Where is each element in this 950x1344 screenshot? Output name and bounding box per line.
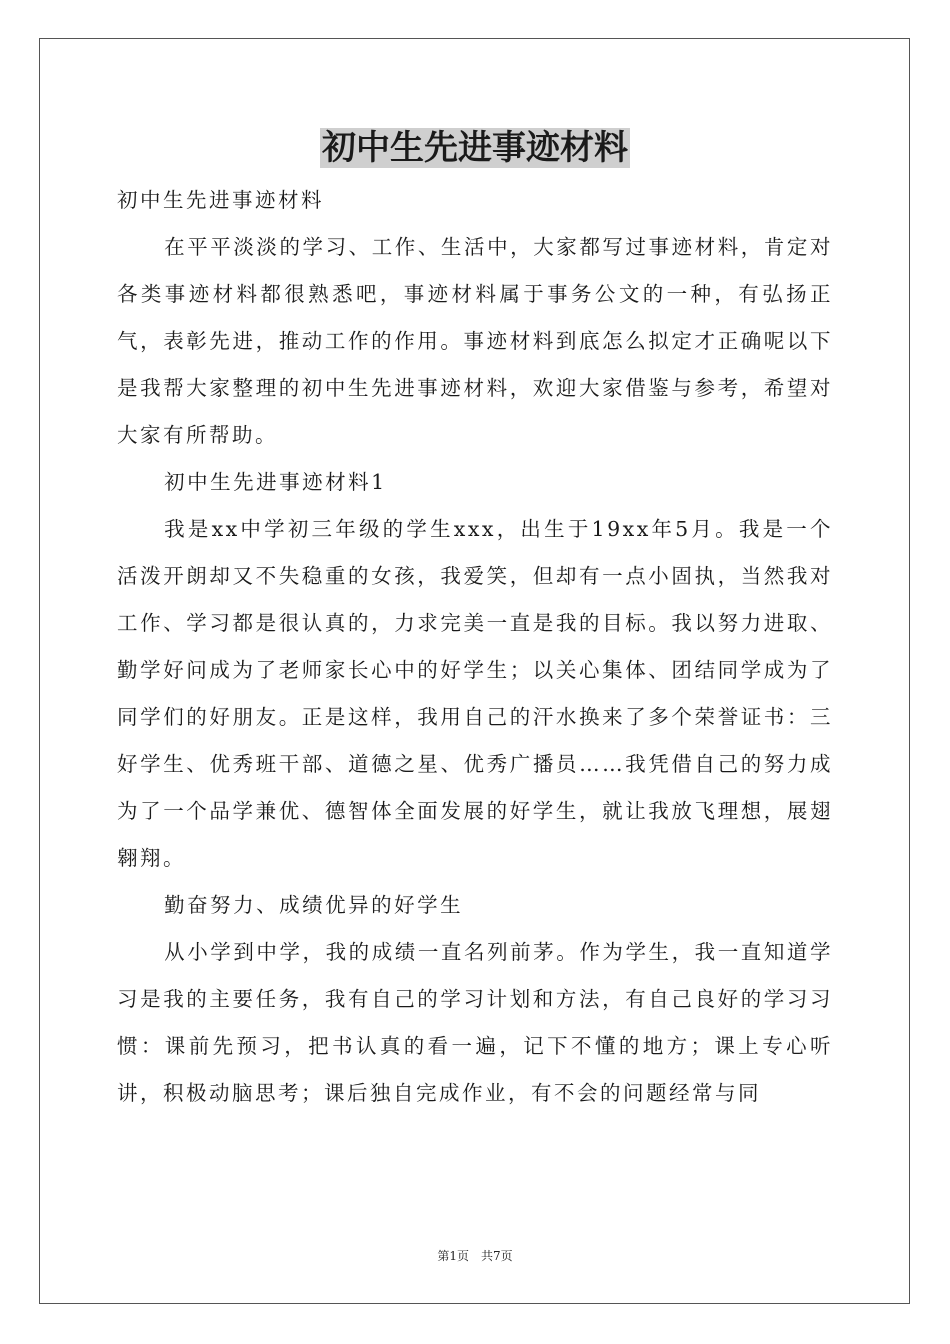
intro-paragraph: 在平平淡淡的学习、工作、生活中，大家都写过事迹材料，肯定对各类事迹材料都很熟悉吧，事迹材料属于事务公文的一种，有弘扬正气，表彰先进，推动工作的作用。事迹材料到底怎么拟定才正确呢以下是我帮大家整理的初中生先进事迹材料，欢迎大家借鉴与参考，希望对大家有所帮助。 bbox=[117, 235, 833, 447]
document-title-text: 初中生先进事迹材料 bbox=[322, 128, 628, 168]
document-body bbox=[117, 177, 833, 1117]
document-title bbox=[0, 124, 950, 172]
subtitle-paragraph: 初中生先进事迹材料 bbox=[117, 188, 324, 212]
body-paragraph: 我是xx中学初三年级的学生xxx，出生于19xx年5月。我是一个活泼开朗却又不失稳重的女孩，我爱笑，但却有一点小固执，当然我对工作、学习都是很认真的，力求完美一直是我的目标。我以努力进取、勤学好问成为了老师家长心中的好学生；以关心集体、团结同学成为了同学们的好朋友。正是这样，我用自己的汗水换来了多个荣誉证书：三好学生、优秀班干部、道德之星、优秀广播员……我凭借自己的努力成为了一个品学兼优、德智体全面发展的好学生，就让我放飞理想，展翅翱翔。 bbox=[117, 517, 833, 870]
body-paragraph: 从小学到中学，我的成绩一直名列前茅。作为学生，我一直知道学习是我的主要任务，我有自己的学习计划和方法，有自己良好的学习习惯：课前先预习，把书认真的看一遍，记下不懂的地方；课上专心听讲，积极动脑思考；课后独自完成作业，有不会的问题经常与同 bbox=[117, 940, 833, 1105]
page-total: 共7页 bbox=[481, 1249, 513, 1263]
section-heading: 初中生先进事迹材料1 bbox=[164, 470, 387, 494]
section-heading: 勤奋努力、成绩优异的好学生 bbox=[164, 893, 464, 917]
page-footer bbox=[0, 1247, 950, 1265]
page-number: 第1页 bbox=[437, 1249, 469, 1263]
